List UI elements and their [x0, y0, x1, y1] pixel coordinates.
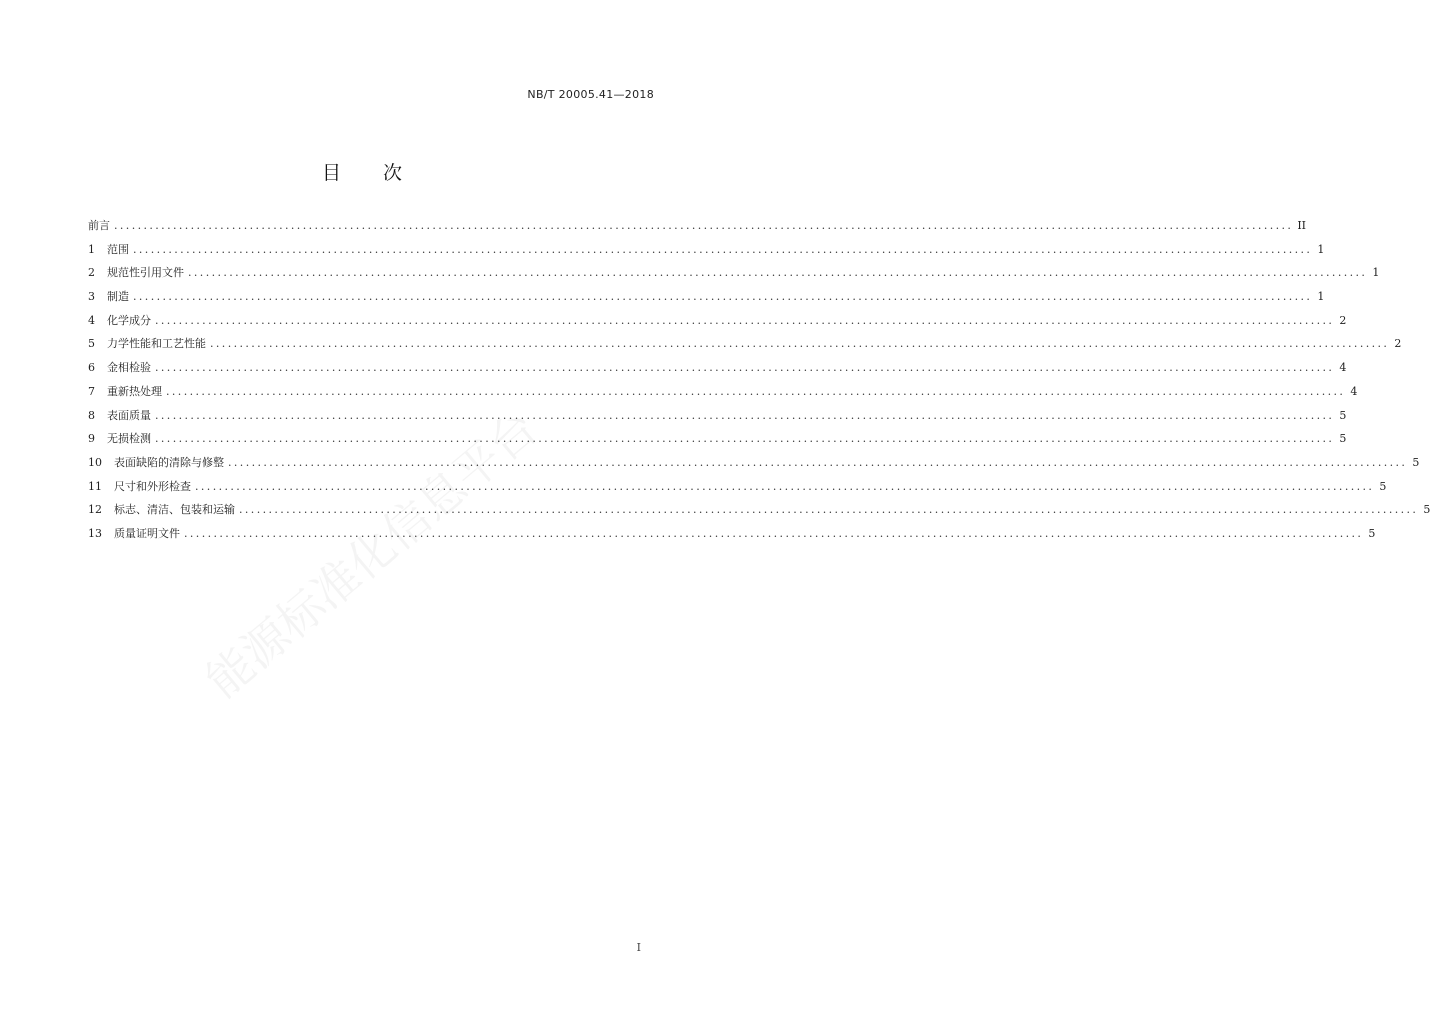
toc-entry-number: 12 — [88, 503, 102, 517]
toc-entry-page: 1 — [1372, 266, 1380, 280]
toc-entry-page: 5 — [1412, 455, 1420, 469]
toc-entry-1[interactable] — [88, 242, 1325, 266]
toc-entry-label: 标志、清洁、包装和运输 — [114, 503, 235, 517]
toc-entry-label: 重新热处理 — [107, 384, 162, 398]
toc-entry-label: 力学性能和工艺性能 — [107, 337, 206, 351]
toc-entry-page: 4 — [1350, 384, 1358, 398]
toc-leader-dots: ........................................................................................................................................................................................................ — [239, 503, 1419, 517]
toc-entry-page: 4 — [1339, 361, 1347, 375]
toc-entry-5[interactable] — [88, 336, 1402, 360]
toc-leader-dots: ........................................................................................................................................................................................................ — [155, 408, 1335, 422]
toc-entry-page: 1 — [1317, 242, 1325, 256]
toc-entry-label: 表面缺陷的清除与修整 — [114, 455, 224, 469]
toc-entry-number: 10 — [88, 455, 102, 469]
toc-entry-label: 表面质量 — [107, 408, 151, 422]
toc-entry-label: 金相检验 — [107, 361, 151, 375]
toc-entry-number: 9 — [88, 432, 95, 446]
toc-entry-number: 11 — [88, 479, 102, 493]
toc-leader-dots: ........................................................................................................................................................................................................ — [166, 384, 1346, 398]
toc-entry-label: 制造 — [107, 290, 129, 304]
toc-entry-label: 化学成分 — [107, 313, 151, 327]
toc-entry-label: 前言 — [88, 219, 110, 232]
toc-entry-12[interactable] — [88, 502, 1430, 526]
toc-entry-page: 5 — [1339, 408, 1347, 422]
toc-leader-dots: ........................................................................................................................................................................................................ — [133, 290, 1313, 304]
toc-entry-page: 5 — [1423, 503, 1430, 517]
toc-leader-dots: ........................................................................................................................................................................................................ — [155, 361, 1335, 375]
toc-entry-page: 5 — [1368, 526, 1376, 540]
toc-leader-dots: ........................................................................................................................................................................................................ — [155, 432, 1335, 446]
toc-entry-label: 规范性引用文件 — [107, 266, 184, 280]
toc-leader-dots: ........................................................................................................................................................................................................ — [114, 219, 1294, 232]
toc-leader-dots: ........................................................................................................................................................................................................ — [195, 479, 1375, 493]
toc-leader-dots: ........................................................................................................................................................................................................ — [133, 242, 1313, 256]
toc-entry-8[interactable] — [88, 408, 1347, 432]
toc-entry-page: 5 — [1379, 479, 1387, 493]
toc-entry-number: 1 — [88, 242, 95, 256]
toc-leader-dots: ........................................................................................................................................................................................................ — [188, 266, 1368, 280]
toc-entry-10[interactable] — [88, 455, 1420, 479]
toc-entry-number: 4 — [88, 313, 95, 327]
toc-entry-11[interactable] — [88, 479, 1387, 503]
toc-entry-label: 尺寸和外形检查 — [114, 479, 191, 493]
toc-entry-page: 2 — [1394, 337, 1402, 351]
toc-entry-6[interactable] — [88, 360, 1347, 384]
toc-entry-number: 5 — [88, 337, 95, 351]
toc-leader-dots: ........................................................................................................................................................................................................ — [228, 455, 1408, 469]
toc-entry-page: 5 — [1339, 432, 1347, 446]
toc-entry-number: 2 — [88, 266, 95, 280]
page-number: I — [636, 941, 641, 954]
toc-entry-page: II — [1297, 219, 1307, 232]
toc-leader-dots: ........................................................................................................................................................................................................ — [155, 313, 1335, 327]
toc-entry-7[interactable] — [88, 384, 1358, 408]
toc-entry-number: 13 — [88, 526, 102, 540]
toc-entry-label: 无损检测 — [107, 432, 151, 446]
table-of-contents — [88, 218, 1430, 550]
toc-entry-9[interactable] — [88, 431, 1347, 455]
page-title: 目 次 — [321, 162, 421, 184]
toc-entry-page: 2 — [1339, 313, 1347, 327]
toc-leader-dots: ........................................................................................................................................................................................................ — [184, 526, 1364, 540]
toc-entry-13[interactable] — [88, 526, 1376, 550]
toc-entry-page: 1 — [1317, 290, 1325, 304]
toc-leader-dots: ........................................................................................................................................................................................................ — [210, 337, 1390, 351]
toc-entry-label: 质量证明文件 — [114, 526, 180, 540]
toc-entry-2[interactable] — [88, 265, 1380, 289]
toc-entry-preface[interactable] — [88, 218, 1307, 242]
toc-entry-number: 8 — [88, 408, 95, 422]
toc-entry-label: 范围 — [107, 242, 129, 256]
toc-entry-number: 7 — [88, 384, 95, 398]
toc-entry-4[interactable] — [88, 313, 1347, 337]
standard-code: NB/T 20005.41—2018 — [527, 88, 654, 101]
toc-entry-number: 6 — [88, 361, 95, 375]
toc-entry-number: 3 — [88, 290, 95, 304]
toc-entry-3[interactable] — [88, 289, 1325, 313]
